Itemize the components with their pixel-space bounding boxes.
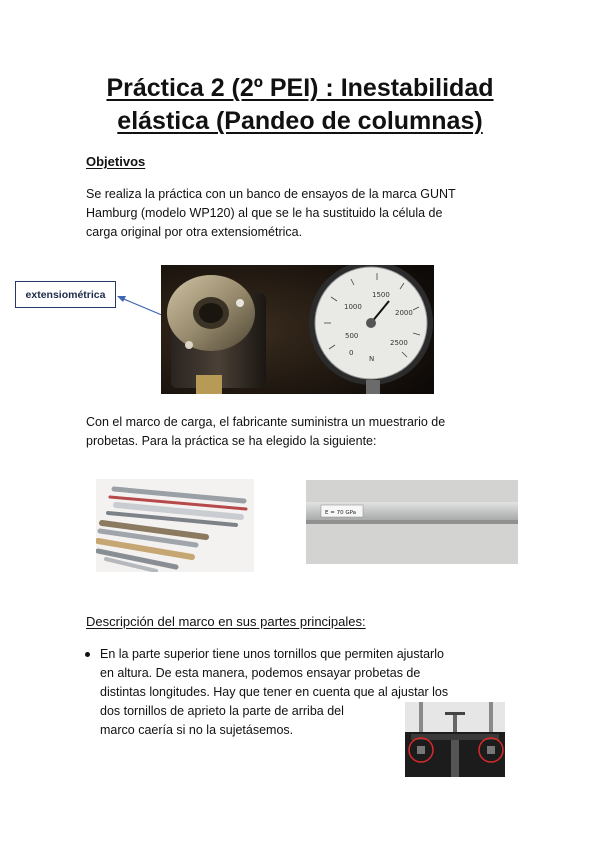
page-title (60, 72, 540, 138)
gauge-unit: N (369, 355, 375, 363)
objetivos-line-2: Hamburg (modelo WP120) al que se le ha sustituido la célula de (86, 206, 443, 220)
marco-line-1: Con el marco de carga, el fabricante suministra un muestrario de (86, 415, 446, 429)
probeta-photo (306, 480, 518, 564)
objetivos-paragraph (86, 185, 526, 242)
gauge-zero: 0 (349, 349, 354, 357)
bullet-line-5: marco caería si no la sujetásemos. (100, 723, 294, 737)
extensiometrica-callout (15, 281, 116, 308)
frame-photo (405, 702, 505, 777)
title-line-2: elástica (Pandeo de columnas) (117, 107, 483, 135)
bullet-line-1: En la parte superior tiene unos tornillos que permiten ajustarlo (100, 647, 444, 661)
objetivos-line-1: Se realiza la práctica con un banco de ensayos de la marca GUNT (86, 187, 456, 201)
title-line-1: Práctica 2 (2º PEI) : Inestabilidad (106, 74, 494, 102)
bullet-line-3: distintas longitudes. Hay que tener en cuenta que al ajustar los (100, 685, 449, 699)
specimens-photo (96, 479, 254, 572)
load-cell-photo (161, 265, 434, 394)
callout-label: extensiométrica (25, 288, 106, 301)
objetivos-line-3: carga original por otra extensiométrica. (86, 225, 303, 239)
gauge-tick-2500: 2500 (390, 339, 408, 347)
gauge-tick-2000: 2000 (395, 309, 413, 317)
gauge-tick-1000: 1000 (344, 303, 362, 311)
bullet-dot-icon (85, 652, 90, 657)
marco-line-2: probetas. Para la práctica se ha elegido la siguiente: (86, 434, 377, 448)
objetivos-heading: Objetivos (86, 154, 146, 169)
marco-paragraph (86, 413, 526, 451)
bullet-line-4: dos tornillos de aprieto la parte de arriba del (100, 704, 344, 718)
gauge-tick-500: 500 (345, 332, 359, 340)
probeta-label: E = 70 GPa (325, 510, 357, 516)
gauge-tick-1500: 1500 (372, 291, 390, 299)
descripcion-heading: Descripción del marco en sus partes principales: (86, 614, 366, 629)
bullet-line-2: en altura. De esta manera, podemos ensayar probetas de (100, 666, 421, 680)
